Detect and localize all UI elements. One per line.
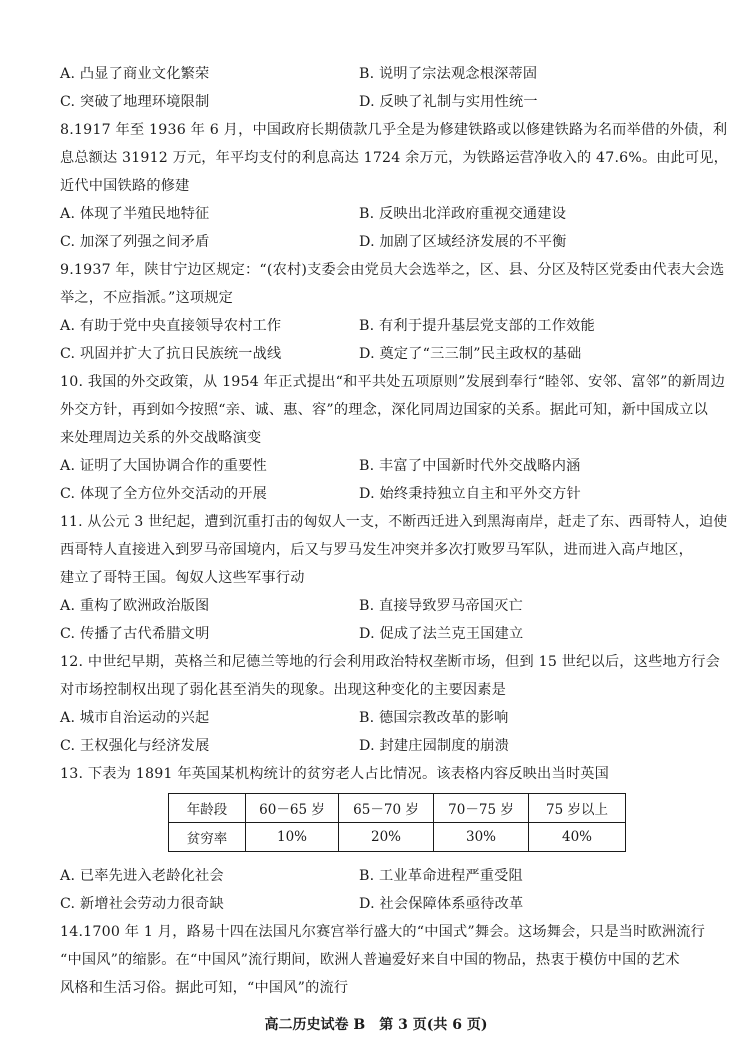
q8-option-d: D. 加剧了区域经济发展的不平衡 bbox=[359, 234, 567, 250]
q9-option-c: C. 巩固并扩大了抗日民族统一战线 bbox=[60, 346, 282, 362]
q11-option-d: D. 促成了法兰克王国建立 bbox=[359, 626, 524, 642]
q10-stem-line-1: 10. 我国的外交政策，从 1954 年正式提出“和平共处五项原则”发展到奉行“睦邻、安邻、富邻”的新周边 bbox=[60, 374, 726, 390]
poverty-rate-table bbox=[168, 793, 626, 852]
q9-option-a: A. 有助于党中央直接领导农村工作 bbox=[60, 318, 282, 334]
table-cell: 20% bbox=[339, 823, 434, 852]
q11-option-c: C. 传播了古代希腊文明 bbox=[60, 626, 210, 642]
q13-option-d: D. 社会保障体系亟待改革 bbox=[359, 896, 524, 912]
q10-stem-line-3: 来处理周边关系的外交战略演变 bbox=[60, 430, 262, 446]
table-cell: 40% bbox=[529, 823, 626, 852]
table-header-cell: 70－75 岁 bbox=[434, 794, 529, 823]
table-header-row bbox=[169, 794, 626, 823]
q9-stem-line-1: 9.1937 年，陕甘宁边区规定：“(农村)支委会由党员大会选举之，区、县、分区及特区党委由代表大会选 bbox=[60, 262, 725, 278]
q12-option-a: A. 城市自治运动的兴起 bbox=[60, 710, 210, 726]
q14-stem-line-3: 风格和生活习俗。据此可知，“中国风”的流行 bbox=[60, 980, 349, 996]
q7-option-d: D. 反映了礼制与实用性统一 bbox=[359, 94, 538, 110]
table-cell: 10% bbox=[246, 823, 339, 852]
q10-option-d: D. 始终秉持独立自主和平外交方针 bbox=[359, 486, 581, 502]
q8-option-c: C. 加深了列强之间矛盾 bbox=[60, 234, 210, 250]
q11-option-b: B. 直接导致罗马帝国灭亡 bbox=[359, 598, 523, 614]
q13-option-c: C. 新增社会劳动力很奇缺 bbox=[60, 896, 224, 912]
q12-stem-line-2: 对市场控制权出现了弱化甚至消失的现象。出现这种变化的主要因素是 bbox=[60, 682, 507, 698]
table-cell: 贫穷率 bbox=[169, 823, 246, 852]
q9-option-d: D. 奠定了“三三制”民主政权的基础 bbox=[359, 346, 582, 362]
q8-option-a: A. 体现了半殖民地特征 bbox=[60, 206, 210, 222]
q10-stem-line-2: 外交方针，再到如今按照“亲、诚、惠、容”的理念，深化同周边国家的关系。据此可知，新中国成立以 bbox=[60, 402, 708, 418]
q10-option-c: C. 体现了全方位外交活动的开展 bbox=[60, 486, 268, 502]
table-header-cell: 75 岁以上 bbox=[529, 794, 626, 823]
q11-option-a: A. 重构了欧洲政治版图 bbox=[60, 598, 210, 614]
q14-stem-line-2: “中国风”的缩影。在“中国风”流行期间，欧洲人普遍爱好来自中国的物品，热衷于模仿中国的艺术 bbox=[60, 952, 680, 968]
q12-option-b: B. 德国宗教改革的影响 bbox=[359, 710, 509, 726]
q12-stem-line-1: 12. 中世纪早期，英格兰和尼德兰等地的行会利用政治特权垄断市场，但到 15 世纪以后，这些地方行会 bbox=[60, 654, 721, 670]
q14-stem-line-1: 14.1700 年 1 月，路易十四在法国凡尔赛宫举行盛大的“中国式”舞会。这场舞会，只是当时欧洲流行 bbox=[60, 924, 706, 940]
q8-stem-line-1: 8.1917 年至 1936 年 6 月，中国政府长期债款几乎全是为修建铁路或以修建铁路为名而举借的外债，利 bbox=[60, 122, 728, 138]
table-cell: 30% bbox=[434, 823, 529, 852]
table-header-cell: 年龄段 bbox=[169, 794, 246, 823]
q11-stem-line-2: 西哥特人直接进入到罗马帝国境内，后又与罗马发生冲突并多次打败罗马军队，进而进入高卢地区， bbox=[60, 542, 694, 558]
q7-option-a: A. 凸显了商业文化繁荣 bbox=[60, 66, 210, 82]
q10-option-b: B. 丰富了中国新时代外交战略内涵 bbox=[359, 458, 581, 474]
table-row bbox=[169, 823, 626, 852]
q7-option-b: B. 说明了宗法观念根深蒂固 bbox=[359, 66, 538, 82]
q8-stem-line-3: 近代中国铁路的修建 bbox=[60, 178, 190, 194]
page-footer: 高二历史试卷 B 第 3 页(共 6 页) bbox=[264, 1017, 488, 1033]
q13-option-b: B. 工业革命进程严重受阻 bbox=[359, 868, 523, 884]
q11-stem-line-1: 11. 从公元 3 世纪起，遭到沉重打击的匈奴人一支，不断西迁进入到黑海南岸，赶走了东、西哥特人，迫使 bbox=[60, 514, 728, 530]
table-header-cell: 65－70 岁 bbox=[339, 794, 434, 823]
q9-option-b: B. 有利于提升基层党支部的工作效能 bbox=[359, 318, 595, 334]
q11-stem-line-3: 建立了哥特王国。匈奴人这些军事行动 bbox=[60, 570, 305, 586]
table-header-cell: 60－65 岁 bbox=[246, 794, 339, 823]
q10-option-a: A. 证明了大国协调合作的重要性 bbox=[60, 458, 267, 474]
q12-option-c: C. 王权强化与经济发展 bbox=[60, 738, 210, 754]
q9-stem-line-2: 举之，不应指派。”这项规定 bbox=[60, 290, 234, 306]
q13-option-a: A. 已率先进入老龄化社会 bbox=[60, 868, 224, 884]
q7-option-c: C. 突破了地理环境限制 bbox=[60, 94, 210, 110]
q8-option-b: B. 反映出北洋政府重视交通建设 bbox=[359, 206, 567, 222]
q8-stem-line-2: 息总额达 31912 万元，年平均支付的利息高达 1724 余万元，为铁路运营净收入的 47.6%。由此可见， bbox=[60, 150, 728, 166]
q12-option-d: D. 封建庄园制度的崩溃 bbox=[359, 738, 509, 754]
q13-stem-line-1: 13. 下表为 1891 年英国某机构统计的贫穷老人占比情况。该表格内容反映出当时英国 bbox=[60, 766, 609, 782]
